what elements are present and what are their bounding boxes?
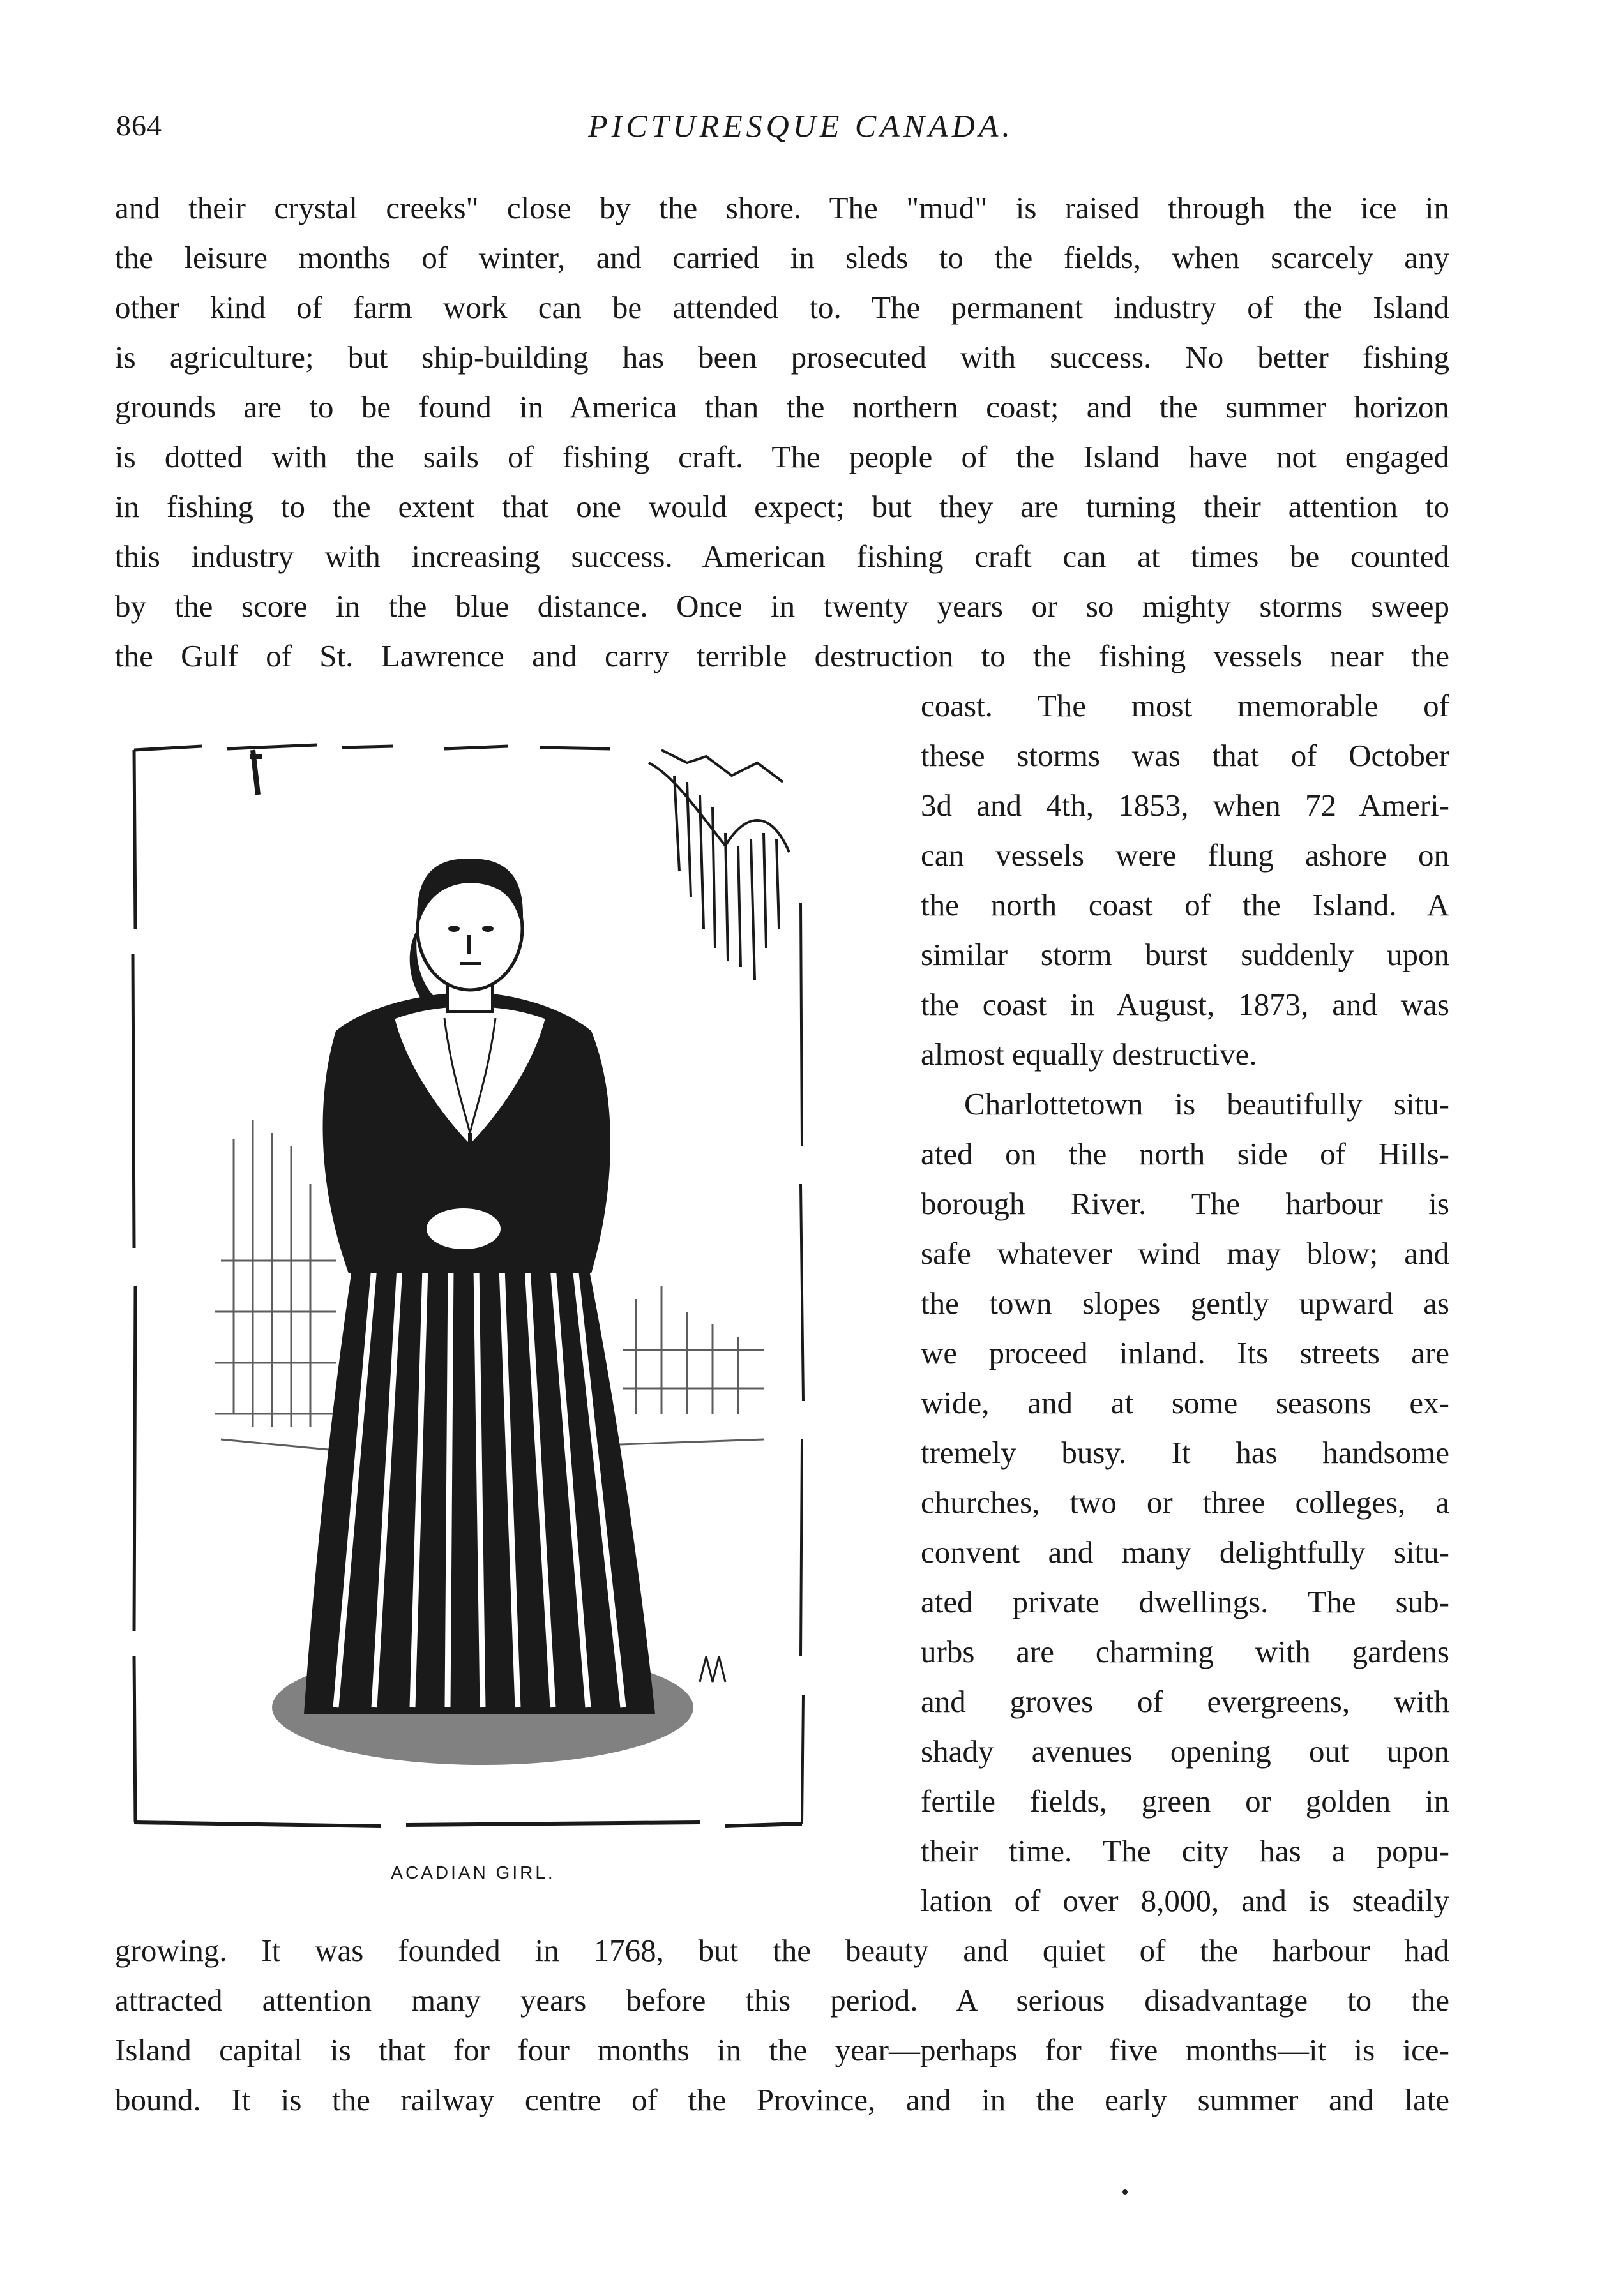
text-line: almost equally destructive. <box>921 1037 1257 1072</box>
text-line: shady avenues opening out upon <box>921 1734 1449 1769</box>
running-head: PICTURESQUE CANADA. <box>588 108 1014 144</box>
text-line: these storms was that of October <box>921 738 1449 773</box>
page-number: 864 <box>116 109 162 142</box>
text-line: the town slopes gently upward as <box>921 1286 1449 1321</box>
text-line: is dotted with the sails of fishing craft. The people of the Island have not engaged <box>115 439 1449 474</box>
text-line: ated private dwellings. The sub- <box>921 1584 1449 1619</box>
text-line: we proceed inland. Its streets are <box>921 1335 1449 1370</box>
text-line: other kind of farm work can be attended to. The permanent industry of the Island <box>115 290 1449 325</box>
text-line: bound. It is the railway centre of the Province, and in the early summer and late <box>115 2082 1449 2117</box>
print-speck <box>1122 2189 1128 2195</box>
text-line: by the score in the blue distance. Once in twenty years or so mighty storms sweep <box>115 589 1449 624</box>
text-line: Island capital is that for four months in the year—perhaps for five months—it is ice- <box>115 2032 1449 2067</box>
text-line: similar storm burst suddenly upon <box>921 937 1449 972</box>
illustration-acadian-girl <box>125 737 821 1851</box>
figure-caption: ACADIAN GIRL. <box>391 1863 555 1882</box>
text-line: grounds are to be found in America than the northern coast; and the summer horizon <box>115 389 1449 424</box>
text-line: growing. It was founded in 1768, but the beauty and quiet of the harbour had <box>115 1933 1449 1968</box>
text-line: ated on the north side of Hills- <box>921 1136 1449 1171</box>
text-line: the Gulf of St. Lawrence and carry terrible destruction to the fishing vessels near the <box>115 638 1449 673</box>
text-line: the north coast of the Island. A <box>921 887 1449 922</box>
text-line: in fishing to the extent that one would expect; but they are turning their attention to <box>115 489 1449 524</box>
text-line: and groves of evergreens, with <box>921 1684 1449 1719</box>
text-line: urbs are charming with gardens <box>921 1634 1449 1669</box>
text-line: the leisure months of winter, and carried in sleds to the fields, when scarcely any <box>115 240 1449 275</box>
text-line: attracted attention many years before this period. A serious disadvantage to the <box>115 1983 1449 2018</box>
text-line: can vessels were flung ashore on <box>921 837 1449 873</box>
text-line: convent and many delightfully situ- <box>921 1534 1449 1570</box>
text-line: coast. The most memorable of <box>921 688 1449 723</box>
text-line: Charlottetown is beautifully situ- <box>964 1086 1449 1122</box>
text-line: and their crystal creeks" close by the shore. The "mud" is raised through the ice in <box>115 190 1449 225</box>
text-line: tremely busy. It has handsome <box>921 1435 1449 1470</box>
text-line: safe whatever wind may blow; and <box>921 1236 1449 1271</box>
text-line: borough River. The harbour is <box>921 1186 1449 1221</box>
text-line: 3d and 4th, 1853, when 72 Ameri- <box>921 788 1449 823</box>
text-line: lation of over 8,000, and is steadily <box>921 1883 1449 1918</box>
text-line: fertile fields, green or golden in <box>921 1783 1449 1819</box>
text-line: the coast in August, 1873, and was <box>921 987 1449 1022</box>
text-line: their time. The city has a popu- <box>921 1833 1449 1868</box>
text-line: wide, and at some seasons ex- <box>921 1385 1449 1420</box>
text-line: churches, two or three colleges, a <box>921 1485 1449 1520</box>
text-line: is agriculture; but ship-building has been prosecuted with success. No better fishing <box>115 340 1449 375</box>
text-line: this industry with increasing success. American fishing craft can at times be counted <box>115 539 1449 574</box>
